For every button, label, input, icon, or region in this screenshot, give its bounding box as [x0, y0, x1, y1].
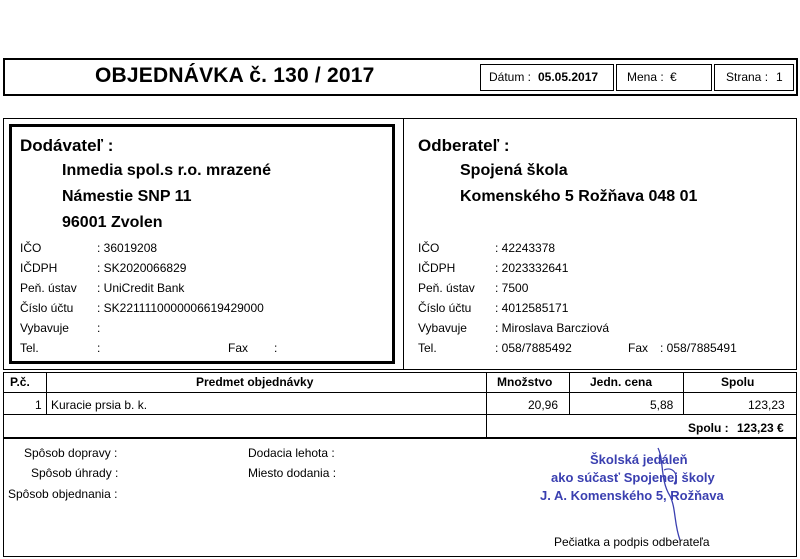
supplier-account-label: Číslo účtu: [20, 301, 74, 315]
col-divider-1: [46, 372, 47, 414]
grand-total-label: Spolu :: [688, 421, 729, 435]
table-row-divider: [3, 414, 797, 415]
supplier-name: Inmedia spol.s r.o. mrazené: [62, 162, 271, 179]
customer-bank-value: : 7500: [495, 281, 529, 295]
grand-total-value: 123,23 €: [737, 421, 784, 435]
row-total: 123,23: [748, 398, 785, 412]
supplier-tel-value: :: [97, 341, 101, 355]
row-no: 1: [35, 398, 42, 412]
transport-label: Spôsob dopravy :: [24, 446, 118, 460]
delivery-place-label: Miesto dodania :: [248, 466, 337, 480]
signature-scribble: [630, 440, 720, 550]
customer-account-label: Číslo účtu: [418, 301, 472, 315]
supplier-icdph-label: IČDPH: [20, 261, 58, 275]
stamp-line-1: Školská jedáleň: [590, 452, 688, 467]
supplier-fax-label: Fax: [228, 341, 249, 355]
supplier-account-value: : SK2211110000006619429000: [97, 301, 264, 315]
supplier-city: 96001 Zvolen: [62, 214, 163, 231]
customer-icdph-value: : 2023332641: [495, 261, 569, 275]
col-divider-3: [569, 372, 570, 414]
header-total: Spolu: [721, 375, 755, 389]
page-value: 1: [776, 70, 783, 84]
currency-value: €: [670, 70, 677, 84]
supplier-icdph-value: : SK2020066829: [97, 261, 187, 275]
parties-divider: [403, 118, 404, 370]
order-method-label: Spôsob objednania :: [8, 487, 118, 501]
currency-label: Mena :: [627, 70, 664, 84]
payment-label: Spôsob úhrady :: [31, 466, 119, 480]
stamp-line-3: J. A. Komenského 5, Rožňava: [540, 488, 724, 503]
page-label: Strana :: [726, 70, 769, 84]
delivery-term-label: Dodacia lehota :: [248, 446, 335, 460]
row-unit-price: 5,88: [650, 398, 674, 412]
header-item: Predmet objednávky: [196, 375, 314, 389]
customer-address: Komenského 5 Rožňava 048 01: [460, 188, 698, 205]
customer-name: Spojená škola: [460, 162, 568, 179]
supplier-ico-value: : 36019208: [97, 241, 158, 255]
signature-label: Pečiatka a podpis odberateľa: [554, 535, 710, 549]
supplier-tel-label: Tel.: [20, 341, 39, 355]
supplier-handler-label: Vybavuje: [20, 321, 69, 335]
customer-tel-value: : 058/7885492: [495, 341, 572, 355]
row-qty: 20,96: [528, 398, 559, 412]
supplier-heading: Dodávateľ :: [20, 136, 114, 155]
supplier-bank-value: : UniCredit Bank: [97, 281, 185, 295]
customer-account-value: : 4012585171: [495, 301, 569, 315]
customer-handler-value: : Miroslava Barcziová: [495, 321, 610, 335]
customer-tel-label: Tel.: [418, 341, 437, 355]
customer-icdph-label: IČDPH: [418, 261, 456, 275]
customer-handler-label: Vybavuje: [418, 321, 467, 335]
page-title: OBJEDNÁVKA č. 130 / 2017: [95, 64, 375, 87]
col-divider-4: [683, 372, 684, 414]
header-qty: Množstvo: [497, 375, 553, 389]
supplier-ico-label: IČO: [20, 241, 42, 255]
header-unit-price: Jedn. cena: [590, 375, 653, 389]
col-divider-2: [486, 372, 487, 438]
date-label: Dátum :: [489, 70, 532, 84]
customer-heading: Odberateľ :: [418, 136, 510, 155]
customer-fax-value: : 058/7885491: [660, 341, 737, 355]
customer-bank-label: Peň. ústav: [418, 281, 475, 295]
supplier-fax-value: :: [274, 341, 278, 355]
customer-ico-label: IČO: [418, 241, 440, 255]
supplier-street: Námestie SNP 11: [62, 188, 192, 205]
row-item: Kuracie prsia b. k.: [51, 398, 148, 412]
date-value: 05.05.2017: [538, 70, 599, 84]
customer-ico-value: : 42243378: [495, 241, 556, 255]
supplier-handler-value: :: [97, 321, 101, 335]
supplier-bank-label: Peň. ústav: [20, 281, 77, 295]
header-no: P.č.: [10, 375, 30, 389]
customer-fax-label: Fax: [628, 341, 649, 355]
table-header-divider: [3, 392, 797, 393]
stamp-line-2: ako súčasť Spojenej školy: [551, 470, 715, 485]
